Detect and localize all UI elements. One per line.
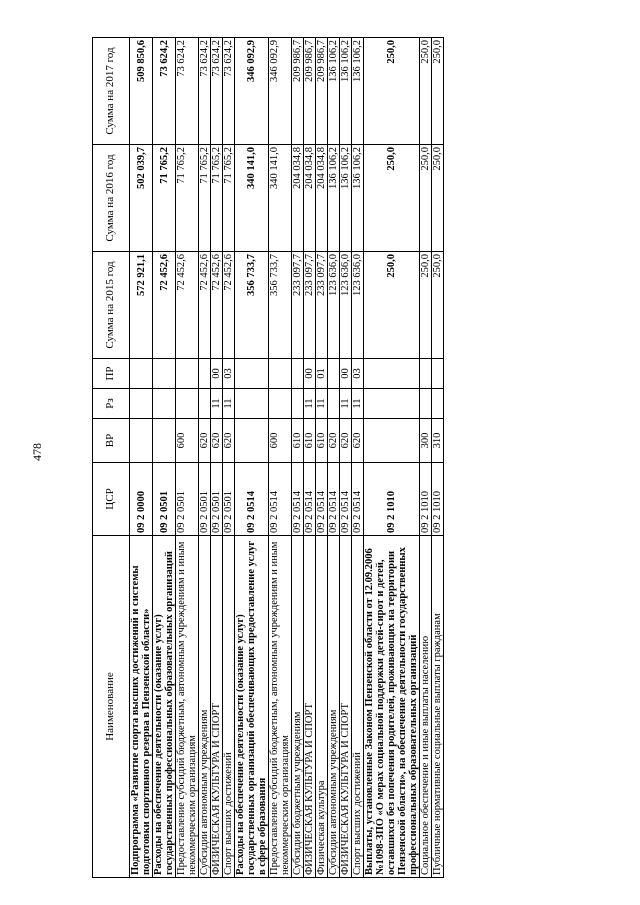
row-sum-2016: 71 765,2: [153, 145, 176, 252]
header-vr: ВР: [93, 419, 130, 463]
row-csr: 09 2 0514: [328, 463, 340, 536]
row-name: Предоставление субсидий бюджетным, автономным учреждениям и иным некоммерческим организациям: [269, 536, 292, 878]
row-pr: [420, 359, 432, 389]
row-vr: [130, 419, 153, 463]
table-row: [420, 38, 432, 878]
table-row: [292, 38, 304, 878]
row-csr: 09 2 0514: [292, 463, 304, 536]
row-sum-2015: 356 733,7: [269, 252, 292, 359]
row-vr: 620: [211, 419, 223, 463]
row-csr: 09 2 0514: [235, 463, 269, 536]
row-vr: 620: [352, 419, 364, 463]
row-name: ФИЗИЧЕСКАЯ КУЛЬТУРА И СПОРТ: [211, 536, 223, 878]
row-vr: [235, 419, 269, 463]
row-name: Спорт высших достижений: [223, 536, 235, 878]
row-name: Физическая культура: [316, 536, 328, 878]
row-rz: [269, 389, 292, 419]
row-sum-2016: 250,0: [432, 145, 444, 252]
row-sum-2016: 136 106,2: [352, 145, 364, 252]
row-pr: 00: [340, 359, 352, 389]
row-vr: 610: [316, 419, 328, 463]
row-sum-2017: 73 624,2: [153, 38, 176, 145]
row-sum-2015: 233 097,7: [316, 252, 328, 359]
row-name: Социальное обеспечение и иные выплаты населению: [420, 536, 432, 878]
row-pr: 01: [316, 359, 328, 389]
row-rz: [235, 389, 269, 419]
row-csr: 09 2 0000: [130, 463, 153, 536]
page-number: 478: [30, 443, 44, 461]
row-vr: 600: [269, 419, 292, 463]
row-sum-2015: 72 452,6: [199, 252, 211, 359]
row-rz: [364, 389, 420, 419]
table-row: [153, 38, 176, 878]
table-row: [176, 38, 199, 878]
row-sum-2017: 136 106,2: [340, 38, 352, 145]
row-vr: 300: [420, 419, 432, 463]
row-csr: 09 2 0501: [176, 463, 199, 536]
header-csr: ЦСР: [93, 463, 130, 536]
row-sum-2017: 346 092,9: [269, 38, 292, 145]
row-sum-2017: 73 624,2: [199, 38, 211, 145]
row-sum-2017: 250,0: [420, 38, 432, 145]
table-row: [316, 38, 328, 878]
row-sum-2015: 72 452,6: [153, 252, 176, 359]
table-row: [328, 38, 340, 878]
row-vr: 310: [432, 419, 444, 463]
row-csr: 09 2 0514: [316, 463, 328, 536]
row-rz: [292, 389, 304, 419]
row-sum-2016: 502 039,7: [130, 145, 153, 252]
row-pr: [292, 359, 304, 389]
row-sum-2015: 233 097,7: [304, 252, 316, 359]
table-row: [352, 38, 364, 878]
row-sum-2017: 73 624,2: [176, 38, 199, 145]
row-name: Предоставление субсидий бюджетным, автономным учреждениям и иным некоммерческим организациям: [176, 536, 199, 878]
row-pr: [432, 359, 444, 389]
row-csr: 09 2 0501: [199, 463, 211, 536]
table-row: [235, 38, 269, 878]
row-sum-2017: 136 106,2: [328, 38, 340, 145]
row-pr: [130, 359, 153, 389]
row-vr: 610: [304, 419, 316, 463]
row-name: Субсидии бюджетным учреждениям: [292, 536, 304, 878]
row-csr: 09 2 1010: [420, 463, 432, 536]
row-csr: 09 2 0501: [153, 463, 176, 536]
row-sum-2017: 346 092,9: [235, 38, 269, 145]
header-name: Наименование: [93, 536, 130, 878]
row-rz: [130, 389, 153, 419]
row-vr: 620: [199, 419, 211, 463]
row-sum-2017: 250,0: [364, 38, 420, 145]
row-sum-2017: 73 624,2: [223, 38, 235, 145]
row-pr: [199, 359, 211, 389]
header-2016: Сумма на 2016 год: [93, 145, 130, 252]
row-sum-2016: 71 765,2: [223, 145, 235, 252]
row-pr: 00: [304, 359, 316, 389]
rotated-page: [92, 38, 582, 878]
row-sum-2017: 209 986,7: [304, 38, 316, 145]
row-sum-2015: 233 097,7: [292, 252, 304, 359]
row-pr: [235, 359, 269, 389]
row-sum-2016: 204 034,8: [316, 145, 328, 252]
row-rz: 11: [211, 389, 223, 419]
row-name: ФИЗИЧЕСКАЯ КУЛЬТУРА И СПОРТ: [340, 536, 352, 878]
row-vr: 620: [223, 419, 235, 463]
row-sum-2015: 72 452,6: [223, 252, 235, 359]
row-rz: 11: [316, 389, 328, 419]
row-sum-2016: 71 765,2: [176, 145, 199, 252]
table-row: [223, 38, 235, 878]
row-sum-2016: 250,0: [364, 145, 420, 252]
row-sum-2016: 340 141,0: [269, 145, 292, 252]
row-sum-2015: 123 636,0: [328, 252, 340, 359]
row-vr: [364, 419, 420, 463]
header-2015: Сумма на 2015 год: [93, 252, 130, 359]
row-rz: [176, 389, 199, 419]
row-sum-2017: 250,0: [432, 38, 444, 145]
row-name: Субсидии автономным учреждениям: [199, 536, 211, 878]
row-csr: 09 2 1010: [432, 463, 444, 536]
row-sum-2017: 73 624,2: [211, 38, 223, 145]
row-sum-2017: 209 986,7: [292, 38, 304, 145]
row-sum-2016: 71 765,2: [211, 145, 223, 252]
row-sum-2015: 572 921,1: [130, 252, 153, 359]
row-rz: [432, 389, 444, 419]
row-name: ФИЗИЧЕСКАЯ КУЛЬТУРА И СПОРТ: [304, 536, 316, 878]
row-pr: [153, 359, 176, 389]
table-row: [364, 38, 420, 878]
row-sum-2016: 204 034,8: [292, 145, 304, 252]
row-name: Расходы на обеспечение деятельности (оказание услуг) государственных организаций обеспечивающих предоставление услуг в сфере образования: [235, 536, 269, 878]
row-rz: [153, 389, 176, 419]
row-csr: 09 2 0514: [269, 463, 292, 536]
row-rz: [199, 389, 211, 419]
row-pr: 03: [223, 359, 235, 389]
header-rz: Рз: [93, 389, 130, 419]
table-row: [130, 38, 153, 878]
row-name: Расходы на обеспечение деятельности (оказание услуг) государственных профессиональных образовательных организаций: [153, 536, 176, 878]
row-name: Субсидии автономным учреждениям: [328, 536, 340, 878]
row-sum-2015: 250,0: [432, 252, 444, 359]
row-sum-2017: 209 986,7: [316, 38, 328, 145]
row-name: Публичные нормативные социальные выплаты гражданам: [432, 536, 444, 878]
header-pr: ПР: [93, 359, 130, 389]
row-csr: 09 2 0514: [340, 463, 352, 536]
row-csr: 09 2 0501: [223, 463, 235, 536]
row-csr: 09 2 0514: [304, 463, 316, 536]
row-pr: [328, 359, 340, 389]
table-row: [211, 38, 223, 878]
row-sum-2016: 136 106,2: [340, 145, 352, 252]
row-sum-2015: 356 733,7: [235, 252, 269, 359]
table-row: [269, 38, 292, 878]
row-vr: [153, 419, 176, 463]
row-csr: 09 2 1010: [364, 463, 420, 536]
row-sum-2016: 71 765,2: [199, 145, 211, 252]
row-rz: [328, 389, 340, 419]
header-row: [93, 38, 130, 878]
row-rz: 11: [304, 389, 316, 419]
row-sum-2015: 123 636,0: [352, 252, 364, 359]
row-sum-2015: 250,0: [364, 252, 420, 359]
row-sum-2015: 72 452,6: [176, 252, 199, 359]
row-sum-2017: 136 106,2: [352, 38, 364, 145]
table-row: [340, 38, 352, 878]
row-vr: 620: [340, 419, 352, 463]
row-name: Подпрограмма «Развитие спорта высших достижений и системы подготовки спортивного резерва в Пензенской области»: [130, 536, 153, 878]
table-row: [304, 38, 316, 878]
row-pr: 03: [352, 359, 364, 389]
row-rz: 11: [223, 389, 235, 419]
row-sum-2015: 123 636,0: [340, 252, 352, 359]
table-row: [199, 38, 211, 878]
row-sum-2016: 136 106,2: [328, 145, 340, 252]
row-csr: 09 2 0501: [211, 463, 223, 536]
row-vr: 610: [292, 419, 304, 463]
row-sum-2015: 250,0: [420, 252, 432, 359]
row-sum-2016: 204 034,8: [304, 145, 316, 252]
row-pr: [269, 359, 292, 389]
row-name: Спорт высших достижений: [352, 536, 364, 878]
row-pr: [364, 359, 420, 389]
row-sum-2016: 250,0: [420, 145, 432, 252]
row-vr: 620: [328, 419, 340, 463]
row-rz: [420, 389, 432, 419]
row-name: Выплаты, установленные Законом Пензенской области от 12.09.2006 №1098-ЗПО «О мерах социальной поддержки детей-сирот и детей, оставшихся без попечения родителей, проживающих на территории Пензенской области», на обеспечение деятельности государственных профессиональных образовательных организаций: [364, 536, 420, 878]
row-rz: 11: [352, 389, 364, 419]
row-pr: [176, 359, 199, 389]
table-row: [432, 38, 444, 878]
row-csr: 09 2 0514: [352, 463, 364, 536]
row-pr: 00: [211, 359, 223, 389]
row-sum-2016: 340 141,0: [235, 145, 269, 252]
header-2017: Сумма на 2017 год: [93, 38, 130, 145]
row-sum-2015: 72 452,6: [211, 252, 223, 359]
row-rz: 11: [340, 389, 352, 419]
budget-table: [92, 37, 444, 878]
row-sum-2017: 509 850,6: [130, 38, 153, 145]
row-vr: 600: [176, 419, 199, 463]
